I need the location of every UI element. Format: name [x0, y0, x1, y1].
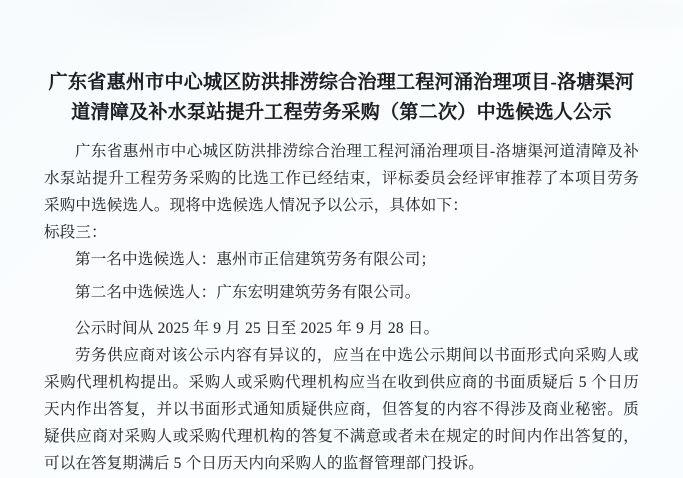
candidate-line-second [44, 279, 639, 306]
notice-title: 广东省惠州市中心城区防洪排涝综合治理工程河涌治理项目-洛塘渠河道清障及补水泵站提升工程劳务采购（第二次）中选候选人公示 [48, 72, 635, 123]
candidate-rank-label: 第二名中选候选人： [75, 284, 217, 301]
intro-paragraph: 广东省惠州市中心城区防洪排涝综合治理工程河涌治理项目-洛塘渠河道清障及补水泵站提升工程劳务采购的比选工作已经结束，评标委员会经评审推荐了本项目劳务采购中选候选人。现将中选候选人情况予以公示，具体如下： [44, 143, 639, 214]
candidate-line-suffix: ； [420, 251, 437, 268]
candidate-rank-label: 第一名中选候选人： [75, 251, 217, 268]
candidate-line-suffix: 。 [404, 284, 421, 301]
objection-notice-paragraph: 劳务供应商对该公示内容有异议的，应当在中选公示期间以书面形式向采购人或采购代理机构提出。采购人或采购代理机构应当在收到供应商的书面质疑后 5 个日历天内作出答复，并以书面形式通知质疑供应商，但答复的内容不得涉及商业秘密。质疑供应商对采购人或采购代理机构的答复不满意或者未在规定的时间内作出答复的，可以在答复期满后 5 个日历天内向采购人的监督管理部门投诉。 [44, 347, 639, 472]
candidate-line-first [44, 246, 639, 273]
candidate-company-name: 惠州市正信建筑劳务有限公司 [216, 251, 421, 268]
candidate-company-name: 广东宏明建筑劳务有限公司 [216, 284, 405, 301]
publicity-period-line: 公示时间从 2025 年 9 月 25 日至 2025 年 9 月 28 日。 [75, 320, 440, 337]
section-label: 标段三： [44, 224, 107, 241]
